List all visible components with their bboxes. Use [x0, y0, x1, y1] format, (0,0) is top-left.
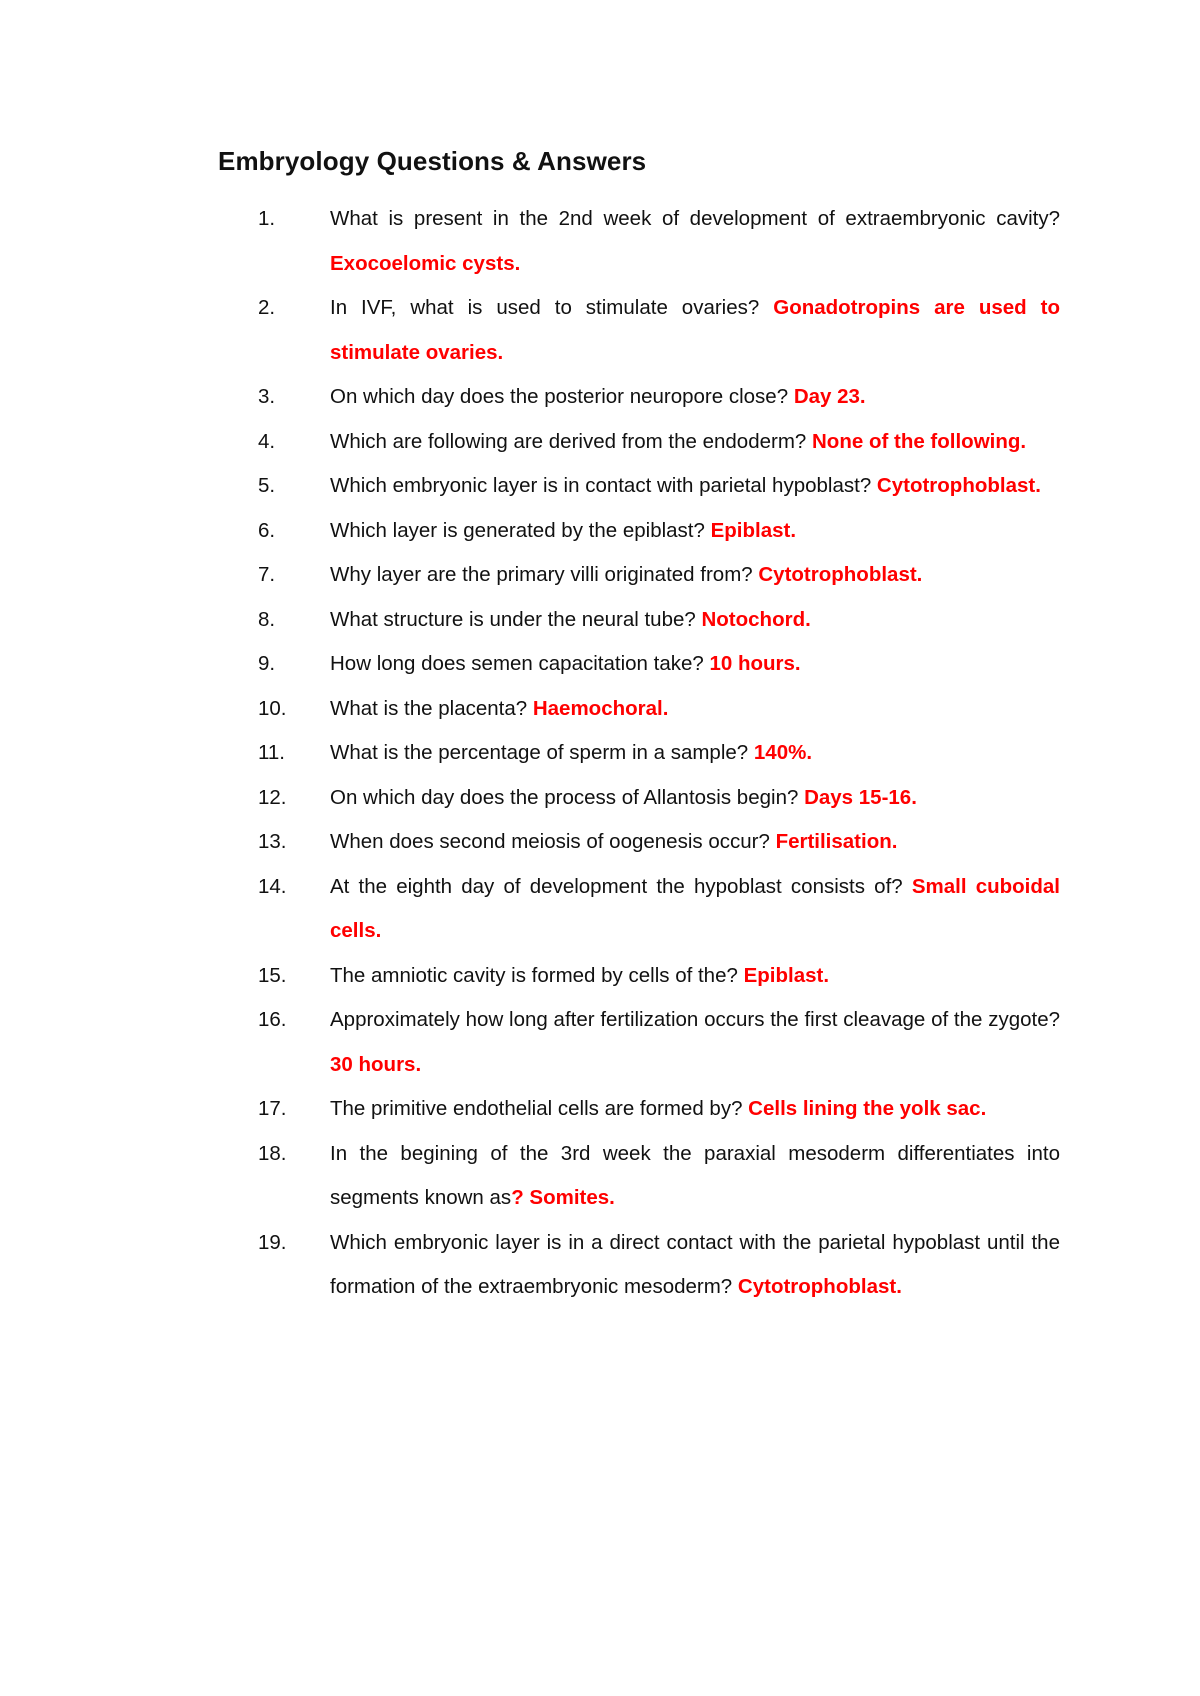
question-text: Which embryonic layer is in contact with parietal hypoblast?: [330, 474, 877, 497]
item-number: 15.: [258, 963, 287, 987]
question-text: Which embryonic layer is in a direct contact with the parietal hypoblast until the formation of the extraembryonic mesoderm?: [330, 1230, 1060, 1298]
item-number: 17.: [258, 1097, 287, 1120]
list-item: [258, 464, 1060, 509]
list-item: [258, 865, 1060, 954]
list-item: [258, 375, 1060, 420]
question-text: Approximately how long after fertilization occurs the first cleavage of the zygote?: [330, 1008, 1060, 1031]
answer-text: Gonadotropins are used to stimulate ovaries.: [330, 296, 1060, 364]
question-text: Which are following are derived from the endoderm?: [330, 429, 812, 453]
list-item: [258, 820, 1060, 865]
list-item: [258, 954, 1060, 999]
question-text: On which day does the posterior neuropore close?: [330, 385, 794, 408]
answer-text: Day 23.: [793, 385, 866, 408]
item-number: 4.: [258, 429, 276, 453]
question-text: What is the placenta?: [330, 696, 533, 720]
page-title: Embryology Questions & Answers: [218, 146, 647, 176]
question-text: What structure is under the neural tube?: [330, 607, 702, 631]
question-text: When does second meiosis of oogenesis occur?: [330, 830, 776, 853]
question-text: In IVF, what is used to stimulate ovaries?: [330, 296, 774, 319]
list-item: [258, 553, 1060, 598]
item-number: 12.: [258, 785, 287, 809]
answer-text: None of the following.: [812, 429, 1027, 453]
answer-text: Cytotrophoblast.: [737, 1275, 902, 1298]
question-text: The primitive endothelial cells are formed by?: [330, 1097, 749, 1120]
item-number: 13.: [258, 830, 287, 853]
item-number: 2.: [258, 296, 276, 319]
answer-text: Notochord.: [701, 607, 811, 631]
answer-text: 10 hours.: [709, 652, 801, 675]
item-number: 19.: [258, 1230, 287, 1254]
item-number: 8.: [258, 607, 276, 631]
item-number: 3.: [258, 385, 276, 408]
item-number: 14.: [258, 874, 287, 898]
item-number: 6.: [258, 518, 276, 542]
list-item: [258, 197, 1060, 286]
answer-text: Cytotrophoblast.: [876, 474, 1041, 497]
answer-text: Haemochoral.: [532, 696, 669, 720]
list-item: [258, 1087, 1060, 1132]
item-number: 18.: [258, 1141, 287, 1165]
list-item: [258, 776, 1060, 821]
question-text: What is present in the 2nd week of development of extraembryonic cavity?: [330, 207, 1060, 230]
list-item: [258, 1221, 1060, 1310]
answer-text: Cells lining the yolk sac.: [748, 1097, 987, 1120]
item-number: 11.: [258, 741, 285, 764]
answer-text: ? Somites.: [511, 1186, 615, 1209]
item-number: 9.: [258, 652, 276, 675]
list-item: [258, 731, 1060, 776]
answer-text: Exocoelomic cysts.: [330, 251, 521, 275]
question-text: Why layer are the primary villi originated from?: [330, 563, 759, 586]
list-item: [258, 642, 1060, 687]
question-text: Which layer is generated by the epiblast?: [330, 518, 711, 542]
question-text: The amniotic cavity is formed by cells of the?: [330, 963, 744, 987]
question-text: What is the percentage of sperm in a sample?: [330, 741, 754, 764]
list-item: [258, 998, 1060, 1087]
list-item: [258, 687, 1060, 732]
list-item: [258, 1132, 1060, 1221]
answer-text: Epiblast.: [743, 963, 830, 987]
item-number: 1.: [258, 207, 276, 230]
list-item: [258, 420, 1060, 465]
question-text: On which day does the process of Allantosis begin?: [330, 785, 805, 809]
answer-text: Small cuboidal cells.: [330, 874, 1060, 942]
list-item: [258, 598, 1060, 643]
question-text: At the eighth day of development the hypoblast consists of?: [330, 874, 912, 898]
question-text: In the begining of the 3rd week the paraxial mesoderm differentiates into segments known as: [330, 1141, 1060, 1209]
answer-text: Epiblast.: [710, 518, 797, 542]
question-list: [258, 197, 1060, 1310]
list-item: [258, 286, 1060, 375]
answer-text: Fertilisation.: [775, 830, 898, 853]
item-number: 7.: [258, 563, 276, 586]
item-number: 5.: [258, 474, 276, 497]
list-item: [258, 509, 1060, 554]
answer-text: 30 hours.: [330, 1052, 422, 1076]
item-number: 16.: [258, 1008, 287, 1031]
answer-text: Cytotrophoblast.: [758, 563, 923, 586]
item-number: 10.: [258, 696, 287, 720]
answer-text: 140%.: [753, 741, 813, 764]
question-text: How long does semen capacitation take?: [330, 652, 710, 675]
answer-text: Days 15-16.: [804, 785, 917, 809]
